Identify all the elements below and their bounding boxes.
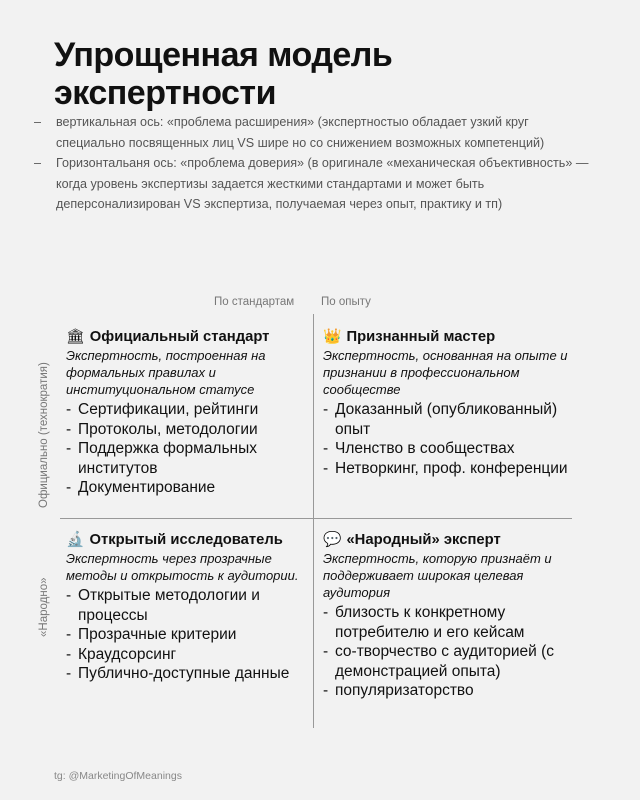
quadrant-description: Экспертность, построенная на формальных правилах и институциональном статусе xyxy=(66,348,266,397)
quadrant-title-text: «Народный» эксперт xyxy=(346,532,501,548)
quadrant-title xyxy=(66,530,318,550)
quadrant-title xyxy=(323,327,575,347)
quadrant-description: Экспертность, которую признаёт и поддерживает широкая целевая аудитория xyxy=(323,551,552,600)
quadrant-list xyxy=(66,586,318,684)
list-item: - Публично-доступные данные xyxy=(66,664,318,684)
quadrant-title-text: Открытый исследователь xyxy=(89,532,283,548)
list-item: - близость к конкретному потребителю и его кейсам xyxy=(323,603,575,642)
note-text: Горизонтальаня ось: «проблема доверия» (в оригинале «механическая объективность» — когда уровень экспертизы задается жесткими стандартами и может быть деперсонализирован VS экспертиза, получаемая через опыт, практику и тп) xyxy=(56,156,589,211)
list-item: - Протоколы, методологии xyxy=(66,420,318,440)
axis-label-by-experience: По опыту xyxy=(321,296,371,308)
quadrant-description: Экспертность через прозрачные методы и открытость к аудитории. xyxy=(66,551,299,583)
list-item: - Прозрачные критерии xyxy=(66,625,318,645)
list-item: - Членство в сообществах xyxy=(323,439,575,459)
quadrant-title xyxy=(66,327,318,347)
list-item: - Открытые методологии и процессы xyxy=(66,586,318,625)
axis-label-by-standards: По стандартам xyxy=(214,296,295,308)
quadrant-list xyxy=(66,400,318,498)
horizontal-axis-line xyxy=(60,518,572,519)
list-item: - Поддержка формальных институтов xyxy=(66,439,318,478)
list-item: - Нетворкинг, проф. конференции xyxy=(323,459,575,479)
quadrant-title-text: Официальный стандарт xyxy=(89,329,270,345)
list-item: - Доказанный (опубликованный) опыт xyxy=(323,400,575,439)
classical-building-icon: 🏛 xyxy=(66,328,85,345)
title-line-1: Упрощенная модель xyxy=(54,36,393,74)
list-item: - Документирование xyxy=(66,478,318,498)
crown-icon: 👑 xyxy=(323,328,342,345)
dash-marker: – xyxy=(34,115,42,129)
speech-bubble-icon: 💬 xyxy=(323,531,342,548)
quadrant-title xyxy=(323,530,575,550)
axis-label-popular: «Народно» xyxy=(38,577,50,637)
note-text: вертикальная ось: «проблема расширения» (экспертностыо обладает узкий круг специально посвященных лиц VS шире но со снижением возможных компетенций) xyxy=(56,115,545,150)
list-item: - со-творчество с аудиторией (с демонстрацией опыта) xyxy=(323,642,575,681)
notes-list xyxy=(34,112,594,215)
list-item: - Сертификации, рейтинги xyxy=(66,400,318,420)
microscope-icon: 🔬 xyxy=(66,531,85,548)
quadrant-popular-expert xyxy=(323,530,575,701)
note-horizontal-axis xyxy=(34,153,594,215)
quadrant-open-researcher xyxy=(66,530,318,684)
page-title xyxy=(54,36,614,112)
quadrant-recognized-master xyxy=(323,327,575,478)
axis-label-official: Официально (технократия) xyxy=(38,362,50,508)
list-item: - популяризаторство xyxy=(323,681,575,701)
footer-handle: tg: @MarketingOfMeanings xyxy=(54,770,182,782)
note-vertical-axis xyxy=(34,112,594,153)
title-line-2: экспертности xyxy=(54,74,276,112)
quadrant-list xyxy=(323,603,575,701)
quadrant-official-standard xyxy=(66,327,318,498)
quadrant-title-text: Признанный мастер xyxy=(346,329,496,345)
quadrant-list xyxy=(323,400,575,478)
quadrant-description: Экспертность, основанная на опыте и признании в профессиональном сообществе xyxy=(323,348,568,397)
list-item: - Краудсорсинг xyxy=(66,645,318,665)
dash-marker: – xyxy=(34,156,42,170)
